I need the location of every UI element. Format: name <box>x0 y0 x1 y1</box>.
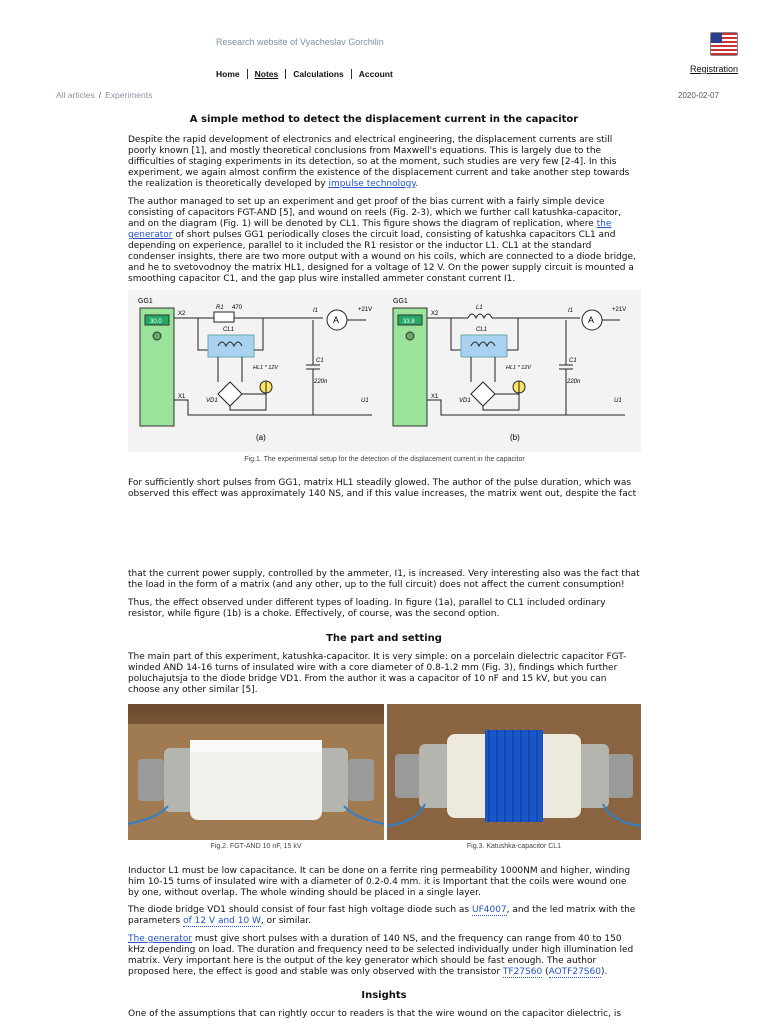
paragraph-current: that the current power supply, controlled by the ammeter, I1, is increased. Very interesting also was the fact that the load in the form of a matrix (and any other, up to the full circuit) does not affect the current consumption! <box>128 569 640 590</box>
diagram-label: CL1 <box>223 327 235 333</box>
diagram-label: X2 <box>431 311 439 317</box>
nav-divider <box>351 69 352 79</box>
diagram-label: VD1 <box>206 398 218 404</box>
paragraph-part: The main part of this experiment, katushka-capacitor. It is very simple: on a porcelain dielectric capacitor FGT-winded AND 14-16 turns of insulated wire with a core diameter of 0.8-1.2 mm (Fig. 3), findings which further poluchajutsja to the diode bridge VD1. From the author it was a capacitor of 10 nF and 15 kV, but you can choose any other similar [5]. <box>128 652 627 695</box>
article-title: A simple method to detect the displacement current in the capacitor <box>189 114 579 125</box>
paragraph-diode-bridge <box>128 905 640 927</box>
diagram-label: (a) <box>256 433 266 442</box>
paragraph-intro <box>128 135 640 190</box>
breadcrumb <box>56 90 152 100</box>
diagram-label: HL1 * 12V <box>253 365 279 371</box>
registration-link[interactable]: Registration <box>690 64 739 74</box>
paragraph-text: Despite the rapid development of electronics and electrical engineering, the displacement currents are still poorly known [1], and mostly theoretical conclusions from Maxwell's equations. This is largely due to the difficulties of staging experiments in its detection, so at the moment, such studies are very few [2-4]. In this experiment, we again almost confirm the existence of the displacement current and take another step towards the realization is theoretically developed by <box>128 135 630 189</box>
circuit-figure <box>128 290 641 452</box>
ammeter-label: A <box>333 315 340 325</box>
site-title[interactable]: Research website of Vyacheslav Gorchilin <box>216 37 384 47</box>
impulse-technology-link[interactable]: impulse technology <box>328 179 416 189</box>
diagram-label: 30.0 <box>150 319 162 325</box>
diagram-label: X2 <box>178 311 186 317</box>
nav-account[interactable]: Account <box>358 69 393 79</box>
generator-link[interactable]: the generator <box>128 219 612 240</box>
diagram-label: HL1 * 12V <box>506 365 532 371</box>
paragraph-setup <box>128 197 640 285</box>
nav-divider <box>285 69 286 79</box>
us-flag-icon[interactable] <box>710 32 738 56</box>
paragraph-text: The author managed to set up an experiment and get proof of the bias current with a fairly simple device consisting of capacitors FGT-AND [5], and wound on reels (Fig. 2-3), which we further call katushka-capacitor, and on the diagram (Fig. 1) will be denoted by CL1. This figure shows the diagram of replication, where <box>128 197 622 229</box>
diagram-label: 470 <box>232 305 243 311</box>
figure-3-caption: Fig.3. Katushka-capacitor CL1 <box>466 843 562 850</box>
paragraph-text: of short pulses GG1 periodically closes the circuit load, consisting of katushka capacitors CL1 and depending on experience, parallel to it included the R1 resistor or the inductor L1. CL1 at the standard condenser insights, there are two more output with a wound on his coils, which are connected to a diode bridge, and he to svetovodnoy the matrix HL1, designed for a voltage of 12 V. On the power supply circuit is mounted a smoothing capacitor C1, and the gap plus wire installed ammeter constant current I1. <box>128 230 636 284</box>
diagram-label: C1 <box>569 358 577 364</box>
section-heading-insights: Insights <box>361 990 407 1001</box>
diagram-label: U1 <box>361 398 369 404</box>
the-generator-link[interactable]: The generator <box>128 934 193 944</box>
paragraph-text: , and the led matrix with the parameters <box>128 905 636 926</box>
diagram-label: 220n <box>567 379 581 385</box>
diagram-label: GG1 <box>138 298 153 305</box>
main-nav <box>216 69 393 79</box>
diagram-label: X1 <box>431 394 439 400</box>
capacitor-photo-illustration <box>128 704 384 840</box>
paragraph-inductor: Inductor L1 must be low capacitance. It can be done on a ferrite ring permeability 1000NM and higher, winding him 10-15 turns of insulated wire with a diameter of 0.2-0.4 mm. it is Important that the coils were wound one by one, without overlap. The whole winding should be placed in a single layer. <box>128 866 631 898</box>
ammeter-label: A <box>588 315 595 325</box>
paragraph-loading: Thus, the effect observed under different types of loading. In figure (1a), parallel to CL1 included ordinary resistor, while figure (1b) is a choke. Effectively, of course, was the second option. <box>128 598 606 619</box>
aotf27s60-link[interactable]: AOTF27S60 <box>548 967 601 977</box>
figure-2-caption: Fig.2. FGT-AND 10 nF, 15 kV <box>210 843 302 850</box>
nav-notes[interactable]: Notes <box>254 69 279 79</box>
diagram-label: 33.8 <box>403 319 415 325</box>
capacitor-photo <box>128 704 384 840</box>
section-heading-part: The part and setting <box>326 633 442 644</box>
punctuation: . <box>415 179 419 189</box>
punctuation: ). <box>600 967 608 977</box>
led-matrix-link[interactable]: of 12 V and 10 W <box>183 916 261 926</box>
katushka-capacitor-photo <box>387 704 641 840</box>
paragraph-text: , or similar. <box>260 916 311 926</box>
diagram-label: +21V <box>612 307 627 313</box>
breadcrumb-experiments[interactable]: Experiments <box>105 90 153 100</box>
diagram-label: GG1 <box>393 298 408 305</box>
diagram-label: U1 <box>614 398 622 404</box>
paragraph-observation: For sufficiently short pulses from GG1, matrix HL1 steadily glowed. The author of the pulse duration, which was observed this effect was approximately 140 NS, and if this value increases, the matrix went out, despite the fact <box>128 478 637 499</box>
diagram-label: 220n <box>314 379 328 385</box>
paragraph-insights: One of the assumptions that can rightly occur to readers is that the wire wound on the capacitor dielectric, is <box>128 1009 622 1019</box>
diagram-label: I1 <box>313 308 319 314</box>
nav-calculations[interactable]: Calculations <box>293 69 344 79</box>
breadcrumb-separator: / <box>98 90 102 100</box>
punctuation: ( <box>545 967 549 977</box>
circuit-diagram <box>128 290 641 452</box>
nav-divider <box>247 69 248 79</box>
paragraph-generator <box>128 934 640 978</box>
diagram-label: (b) <box>510 433 520 442</box>
paragraph-text: must give short pulses with a duration of 140 NS, and the frequency can range from 40 to 150 kHz depending on load. The duration and frequency need to be selected individually under high illumination led matrix. Very important here is the output of the key generator which should be fast enough. The author proposed here, the effect is good and stable was only observed with the transistor <box>128 934 634 977</box>
katushka-photo-illustration <box>387 704 641 840</box>
diagram-label: C1 <box>316 358 324 364</box>
article-date: 2020-02-07 <box>678 91 719 100</box>
diagram-label: VD1 <box>459 398 471 404</box>
diagram-label: CL1 <box>476 327 488 333</box>
tf27s60-link[interactable]: TF27S60 <box>502 967 543 977</box>
paragraph-text: The diode bridge VD1 should consist of four fast high voltage diode such as <box>128 905 470 915</box>
nav-home[interactable]: Home <box>216 69 240 79</box>
figure-1-caption: Fig.1. The experimental setup for the detection of the displacement current in the capacitor <box>244 456 525 463</box>
diagram-label: X1 <box>178 394 186 400</box>
diagram-label: I1 <box>568 308 574 314</box>
diagram-label: +21V <box>358 307 373 313</box>
breadcrumb-all-articles[interactable]: All articles <box>56 90 95 100</box>
diagram-label: L1 <box>476 305 483 311</box>
diagram-label: R1 <box>216 305 224 311</box>
uf4007-link[interactable]: UF4007 <box>471 905 507 915</box>
